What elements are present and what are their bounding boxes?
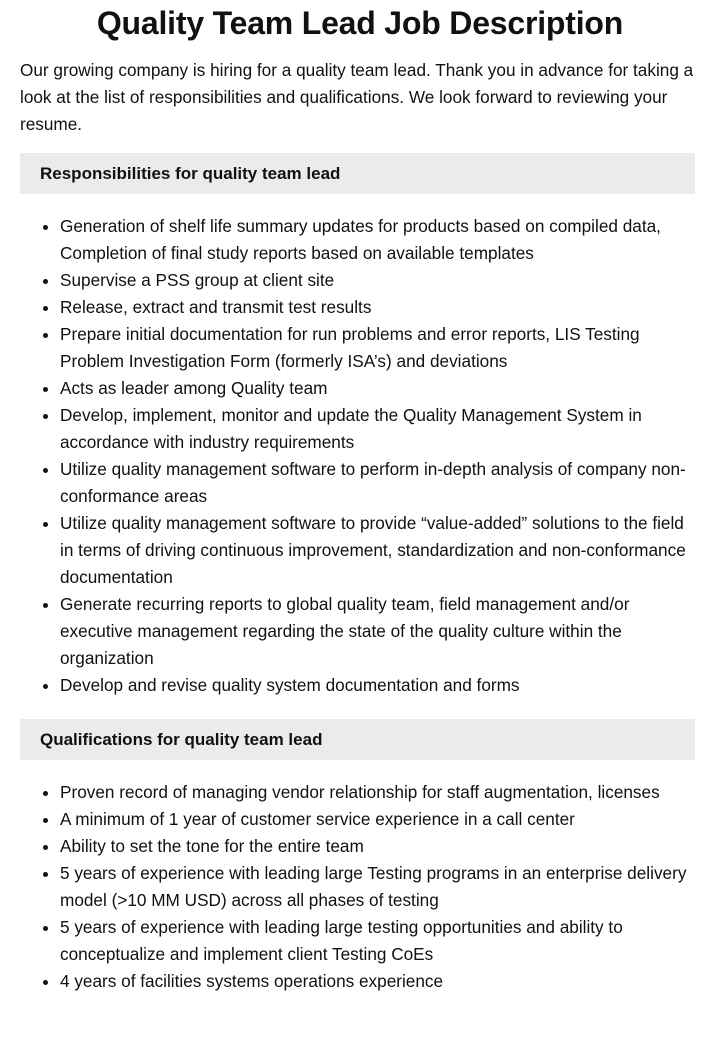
list-item: Utilize quality management software to perform in-depth analysis of company non-conformance areas [20, 456, 700, 510]
bullet-icon [43, 306, 48, 311]
responsibilities-list [20, 213, 700, 699]
bullet-icon [43, 522, 48, 527]
bullet-icon [43, 845, 48, 850]
list-item: Utilize quality management software to provide “value-added” solutions to the field in terms of driving continuous improvement, standardization and non-conformance documentation [20, 510, 700, 591]
list-item: 5 years of experience with leading large Testing programs in an enterprise delivery model (>10 MM USD) across all phases of testing [20, 860, 700, 914]
bullet-icon [43, 225, 48, 230]
page-title: Quality Team Lead Job Description [96, 5, 624, 41]
bullet-icon [43, 684, 48, 689]
list-item: Release, extract and transmit test results [20, 294, 700, 321]
list-item: Prepare initial documentation for run problems and error reports, LIS Testing Problem Investigation Form (formerly ISA’s) and deviations [20, 321, 700, 375]
bullet-icon [43, 468, 48, 473]
bullet-icon [43, 414, 48, 419]
bullet-icon [43, 387, 48, 392]
qualifications-list [20, 779, 700, 995]
list-item: A minimum of 1 year of customer service experience in a call center [20, 806, 700, 833]
list-item: Generate recurring reports to global quality team, field management and/or executive management regarding the state of the quality culture within the organization [20, 591, 700, 672]
list-item: Ability to set the tone for the entire team [20, 833, 700, 860]
list-item: Generation of shelf life summary updates for products based on compiled data, Completion of final study reports based on available templates [20, 213, 700, 267]
bullet-icon [43, 980, 48, 985]
list-item: Develop and revise quality system documentation and forms [20, 672, 700, 699]
bullet-icon [43, 603, 48, 608]
list-item: 4 years of facilities systems operations experience [20, 968, 700, 995]
bullet-icon [43, 872, 48, 877]
list-item: Supervise a PSS group at client site [20, 267, 700, 294]
bullet-icon [43, 818, 48, 823]
intro-paragraph: Our growing company is hiring for a quality team lead. Thank you in advance for taking a look at the list of responsibilities and qualifications. We look forward to reviewing your resume. [20, 60, 694, 134]
responsibilities-heading: Responsibilities for quality team lead [20, 153, 695, 194]
list-item: Develop, implement, monitor and update the Quality Management System in accordance with industry requirements [20, 402, 700, 456]
bullet-icon [43, 926, 48, 931]
bullet-icon [43, 333, 48, 338]
list-item: 5 years of experience with leading large testing opportunities and ability to conceptualize and implement client Testing CoEs [20, 914, 700, 968]
bullet-icon [43, 279, 48, 284]
bullet-icon [43, 791, 48, 796]
list-item: Acts as leader among Quality team [20, 375, 700, 402]
qualifications-heading: Qualifications for quality team lead [20, 719, 695, 760]
list-item: Proven record of managing vendor relationship for staff augmentation, licenses [20, 779, 700, 806]
